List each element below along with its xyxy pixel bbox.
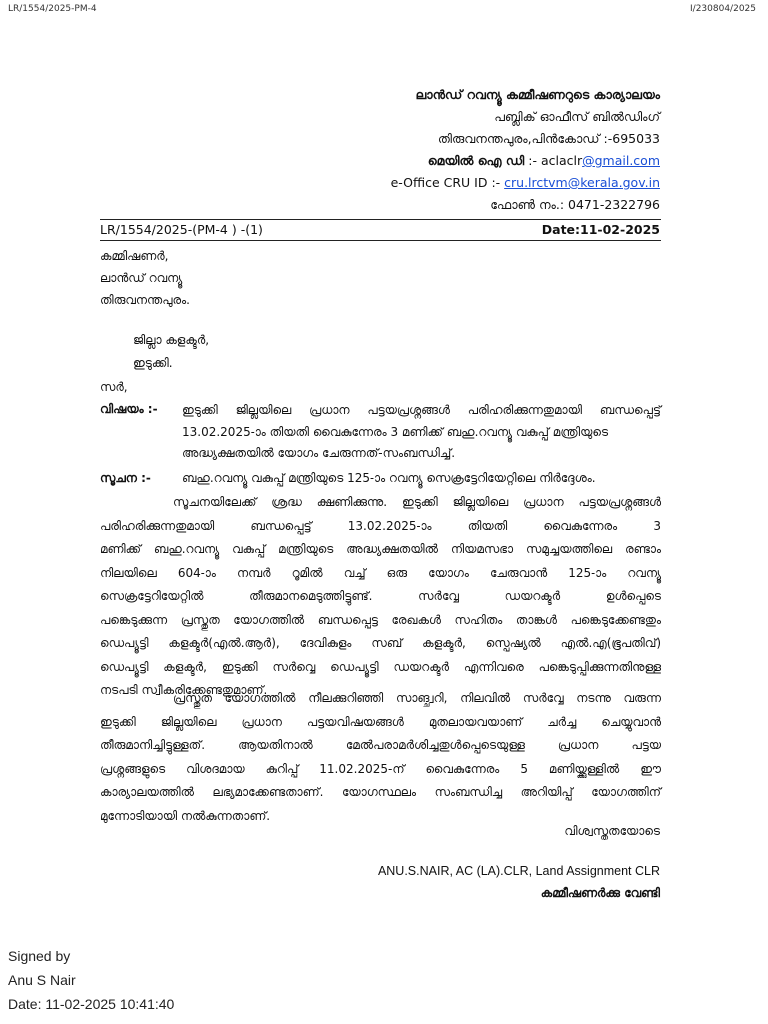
paragraph-line: മണിക്ക് ബഹു.റവന്യൂ വകുപ്പ് മന്ത്രിയുടെ അദ്ധ്യക്ഷതയിൽ നിയമസഭാ സമുച്ചയത്തിലെ രണ്ടാം (100, 542, 661, 556)
paragraph-line: നിലയിലെ 604-ാം നമ്പർ റൂമിൽ വച്ച് ഒരു യോഗം ചേരുവാൻ 125-ാം റവന്യൂ (100, 565, 661, 580)
signature-line-1: Signed by (8, 948, 71, 964)
letter-date: Date:11-02-2025 (541, 222, 660, 237)
subject-text (182, 400, 661, 465)
signature-line-2: Anu S Nair (8, 972, 76, 988)
office-pincode: തിരുവനന്തപുരം,പിൻകോഡ് :-695033 (437, 131, 660, 146)
eoffice-separator: :- (487, 175, 505, 190)
paragraph-line: സൂചനയിലേക്ക് ശ്രദ്ധ ക്ഷണിക്കുന്നു. ഇടുക്കി ജില്ലയിലെ പ്രധാന പട്ടയപ്രശ്നങ്ങൾ (173, 495, 661, 509)
paragraph-line: മുന്നോടിയായി നൽകുന്നതാണ്. (100, 808, 271, 823)
top-right-reference: I/230804/2025 (690, 4, 756, 14)
signatory-for: കമ്മീഷണർക്കു വേണ്ടി (540, 886, 660, 900)
office-building: പബ്ലിക് ഓഫീസ് ബിൽഡിംഗ് (494, 109, 660, 124)
paragraph-line: നടപടി സ്വീകരിക്കേണ്ടതുമാണ്. (100, 683, 268, 697)
subject-line: ഇടുക്കി ജില്ലയിലെ പ്രധാന പട്ടയപ്രശ്നങ്ങൾ പരിഹരിക്കുന്നതുമായി ബന്ധപ്പെട്ട് (182, 403, 661, 417)
reference-number: LR/1554/2025-(PM-4 ) -(1) (100, 222, 263, 237)
to-line-1: ജില്ലാ കളക്ടർ, (133, 333, 210, 347)
office-mail (391, 150, 660, 172)
header-rule-top (100, 219, 661, 220)
paragraph-line: പ്രശ്നങ്ങളുടെ വിശദമായ കുറിപ്പ് 11.02.2025-ന് വൈകുന്നേരം 5 മണിയ്ക്കുള്ളിൽ ഈ (100, 761, 661, 776)
reference-label: സൂചന :- (100, 471, 151, 485)
salutation: സർ, (100, 380, 128, 394)
from-line-1: കമ്മിഷണർ, (100, 249, 169, 263)
from-line-3: തിരുവനന്തപുരം. (100, 293, 190, 307)
office-title: ലാൻഡ് റവന്യൂ കമ്മീഷണറുടെ കാര്യാലയം (415, 87, 660, 102)
paragraph-line: പ്രസ്തുത യോഗത്തിൽ നീലക്കുറിഞ്ഞി സാങ്ച്വറി, നിലവിൽ സർവ്വേ നടന്നു വരുന്ന (173, 691, 661, 705)
paragraph-line: തീരുമാനിച്ചിട്ടുള്ളത്. ആയതിനാൽ മേൽപരാമർശിച്ചതുൾപ്പെടെയുള്ള പ്രധാന പട്ടയ (100, 738, 661, 752)
signature-line-3: Date: 11-02-2025 10:41:40 (8, 996, 175, 1012)
office-header (391, 84, 660, 216)
body-paragraph-1 (100, 491, 661, 703)
paragraph-line: കാര്യാലയത്തിൽ ലഭ്യമാക്കേണ്ടതാണ്. യോഗസ്ഥലം സംബന്ധിച്ച അറിയിപ്പ് യോഗത്തിന് (100, 785, 661, 799)
body-paragraph-2 (100, 687, 661, 828)
paragraph-line: പരിഹരിക്കുന്നതുമായി ബന്ധപ്പെട്ട് 13.02.2025-ാം തിയതി വൈകുന്നേരം 3 (100, 518, 661, 533)
digital-signature (8, 944, 174, 1016)
mail-label: മെയിൽ ഐ ഡി (427, 153, 525, 168)
paragraph-line: ഡെപ്യൂട്ടി കളക്ടർ, ഇടുക്കി സർവ്വെ ഡെപ്യൂട്ടി ഡയറക്ടർ എന്നിവരെ പങ്കെടുപ്പിക്കുന്നതിനുള്ള (100, 659, 661, 674)
signatory-name: ANU.S.NAIR, AC (LA).CLR, Land Assignment CLR (377, 864, 660, 878)
subject-label: വിഷയം :- (100, 402, 158, 416)
mail-link[interactable]: @gmail.com (582, 153, 660, 168)
header-rule-bottom (100, 240, 661, 241)
paragraph-line: ഡെപ്യൂട്ടി കളക്ടർ(എൽ.ആർ), ദേവികുളം സബ് കളക്ടർ, സ്പെഷ്യൽ എൽ.എ(ഭൂപതിവ്) (100, 636, 661, 650)
eoffice-label: e-Office CRU ID (390, 175, 488, 190)
office-phone: ഫോൺ നം.: 0471-2322796 (490, 197, 660, 212)
eoffice-link[interactable]: cru.lrctvm@kerala.gov.in (504, 175, 660, 190)
to-line-2: ഇടുക്കി. (133, 356, 173, 370)
from-line-2: ലാൻഡ് റവന്യൂ (100, 271, 183, 285)
subject-line: 13.02.2025-ാം തിയതി വൈകുന്നേരം 3 മണിക്ക് ബഹു.റവന്യൂ വകുപ്പ് മന്ത്രിയുടെ (182, 424, 609, 439)
reference-text: ബഹു.റവന്യൂ വകുപ്പ് മന്ത്രിയുടെ 125-ാം റവന്യൂ സെക്രട്ടേറിയേറ്റിലെ നിർദ്ദേശം. (182, 471, 596, 485)
mail-plain: aclaclr (540, 153, 583, 168)
closing-text: വിശ്വസ്തതയോടെ (564, 824, 660, 838)
paragraph-line: സെക്രട്ടേറിയേറ്റിൽ തീരുമാനമെടുത്തിട്ടുണ്ട്. സർവ്വേ ഡയറക്ടർ ഉൾപ്പെടെ (100, 589, 661, 603)
top-left-reference: LR/1554/2025-PM-4 (8, 4, 97, 14)
paragraph-line: ഇടുക്കി ജില്ലയിലെ പ്രധാന പട്ടയവിഷയങ്ങൾ മുതലായവയാണ് ചർച്ച ചെയ്യുവാൻ (100, 714, 661, 729)
subject-line: അദ്ധ്യക്ഷതയിൽ യോഗം ചേരുന്നത്-സംബന്ധിച്ച്. (182, 446, 456, 460)
office-eoffice (391, 172, 660, 194)
paragraph-line: പങ്കെടുക്കുന്ന പ്രസ്തുത യോഗത്തിൽ ബന്ധപ്പെട്ട രേഖകൾ സഹിതം താങ്കൾ പങ്കെടുക്കേണ്ടതും (100, 612, 661, 627)
mail-separator: :- (524, 153, 541, 168)
